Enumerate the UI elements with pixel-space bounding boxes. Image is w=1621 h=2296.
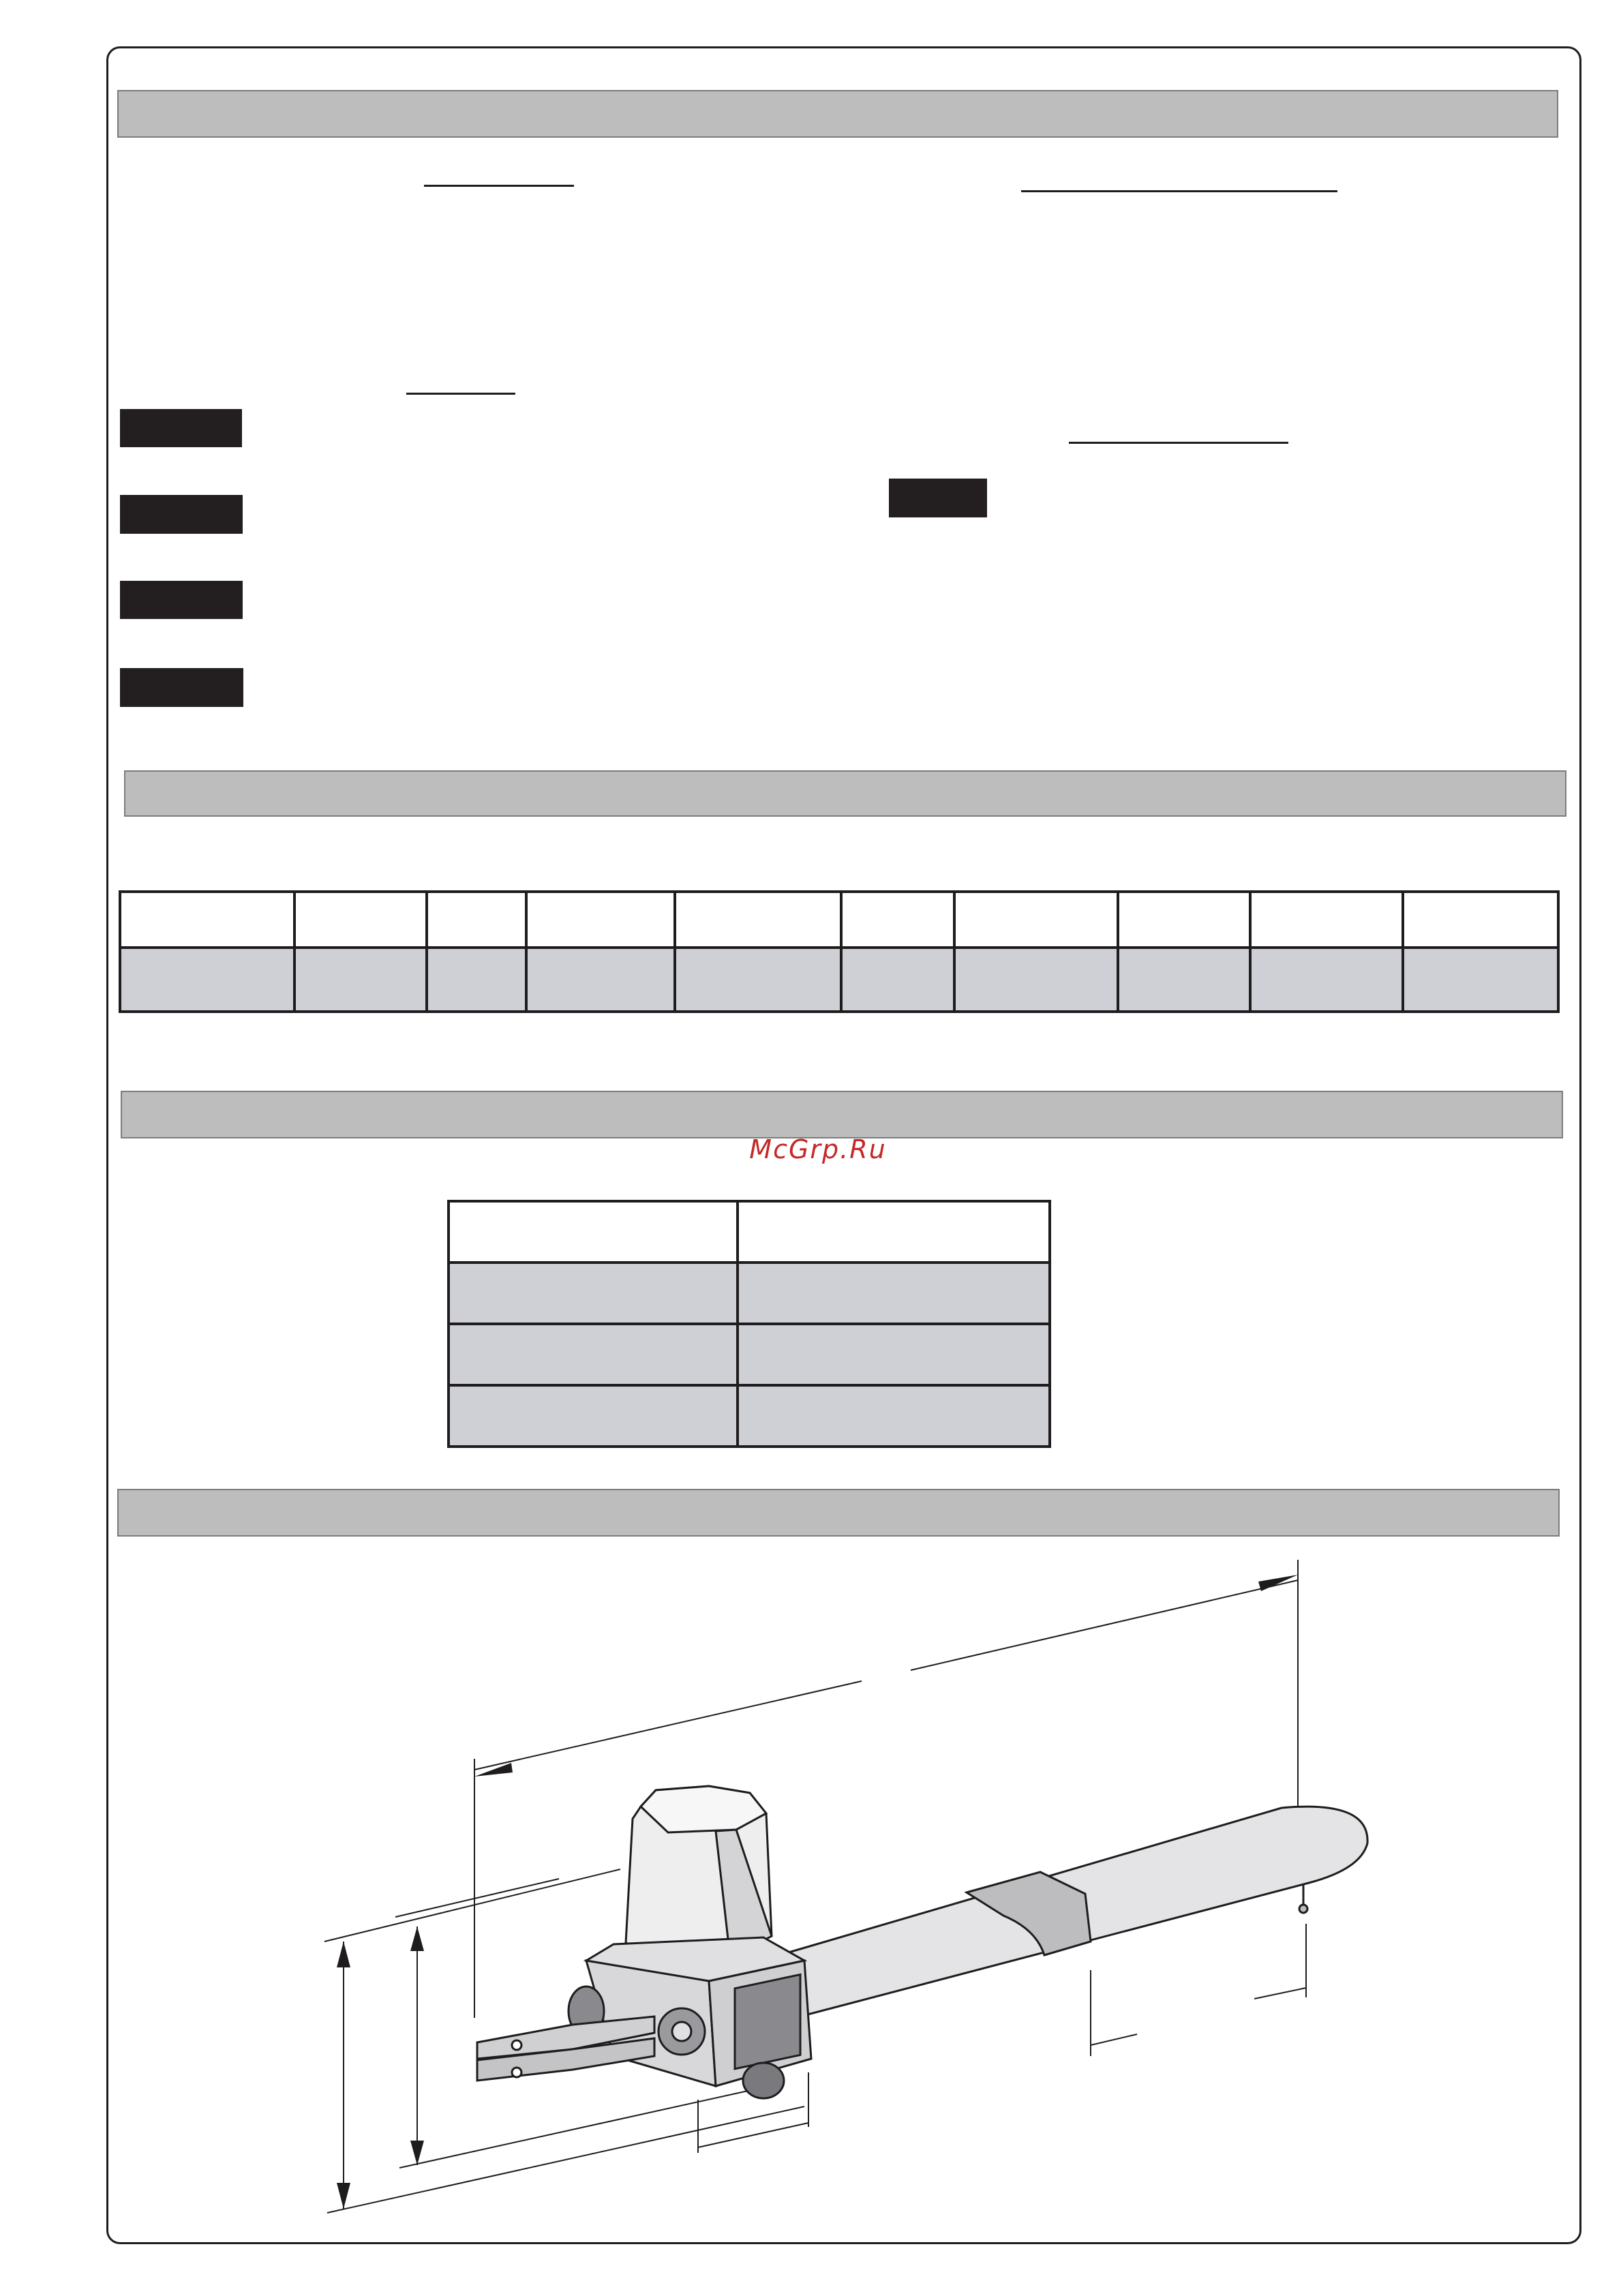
gearbox-block — [569, 1937, 811, 2098]
motor-cap — [626, 1786, 772, 1954]
watermark: McGrp.Ru — [749, 1134, 887, 1164]
operator-housing — [784, 1807, 1367, 2018]
mounting-bracket — [477, 2016, 654, 2081]
